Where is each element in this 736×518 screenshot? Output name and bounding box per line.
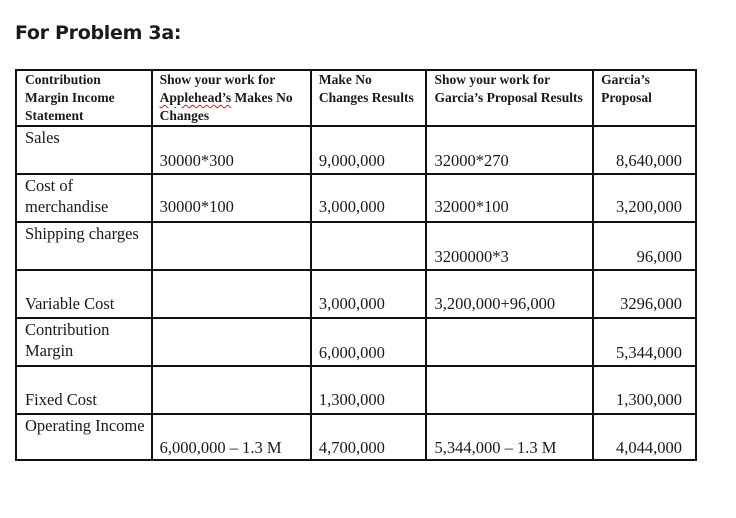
cell-work-no-changes: 6,000,000 – 1.3 M [152, 414, 311, 460]
table-row-shipping-charges [16, 222, 696, 270]
problem-heading: For Problem 3a: [15, 22, 182, 44]
cell-work-garcia: 32000*100 [426, 174, 593, 222]
cell-work-garcia: 32000*270 [426, 126, 593, 174]
cell-no-changes: 6,000,000 [311, 318, 427, 366]
cell-work-no-changes [152, 366, 311, 414]
header-work-prefix: Show your work for [159, 72, 275, 87]
cell-garcia: 1,300,000 [593, 366, 696, 414]
cell-work-garcia: 5,344,000 – 1.3 M [426, 414, 593, 460]
row-label: Operating Income [16, 414, 152, 460]
table-row-contribution-margin [16, 318, 696, 366]
table-row-fixed-cost [16, 366, 696, 414]
cell-no-changes: 1,300,000 [311, 366, 427, 414]
header-garcia-proposal: Garcia’s Proposal [593, 70, 696, 126]
cell-work-no-changes: 30000*300 [152, 126, 311, 174]
table-row-variable-cost [16, 270, 696, 318]
spellcheck-word[interactable]: Applehead’s [159, 90, 232, 105]
contribution-margin-table [15, 69, 697, 461]
table-header-row [16, 70, 696, 126]
cell-work-no-changes [152, 270, 311, 318]
cell-work-no-changes [152, 222, 311, 270]
cell-garcia: 4,044,000 [593, 414, 696, 460]
cell-garcia: 96,000 [593, 222, 696, 270]
table-row-operating-income [16, 414, 696, 460]
header-no-changes-results: Make No Changes Results [311, 70, 427, 126]
cell-no-changes: 4,700,000 [311, 414, 427, 460]
cell-work-no-changes: 30000*100 [152, 174, 311, 222]
cell-no-changes: 3,000,000 [311, 174, 427, 222]
cell-no-changes: 3,000,000 [311, 270, 427, 318]
cell-work-no-changes [152, 318, 311, 366]
cell-garcia: 3296,000 [593, 270, 696, 318]
row-label: Sales [16, 126, 152, 174]
cell-work-garcia [426, 366, 593, 414]
row-label: Contribution Margin [16, 318, 152, 366]
cell-garcia: 5,344,000 [593, 318, 696, 366]
row-label: Fixed Cost [16, 366, 152, 414]
table-row-cost-of-merchandise [16, 174, 696, 222]
cell-work-garcia: 3,200,000+96,000 [426, 270, 593, 318]
cell-garcia: 8,640,000 [593, 126, 696, 174]
cell-no-changes: 9,000,000 [311, 126, 427, 174]
cell-work-garcia: 3200000*3 [426, 222, 593, 270]
cell-no-changes [311, 222, 427, 270]
header-statement: Contribution Margin Income Statement [16, 70, 152, 126]
header-work-suffix: Makes No Changes [159, 90, 293, 123]
header-work-garcia: Show your work for Garcia’s Proposal Results [426, 70, 593, 126]
table-row-sales [16, 126, 696, 174]
cell-garcia: 3,200,000 [593, 174, 696, 222]
row-label: Shipping charges [16, 222, 152, 270]
header-work-no-changes [152, 70, 311, 126]
row-label: Variable Cost [16, 270, 152, 318]
row-label: Cost of merchandise [16, 174, 152, 222]
cell-work-garcia [426, 318, 593, 366]
